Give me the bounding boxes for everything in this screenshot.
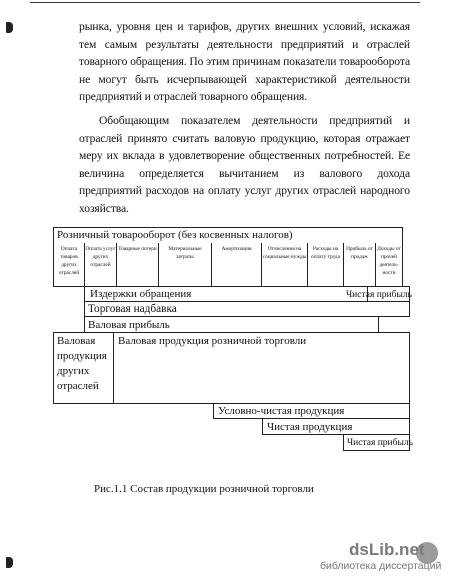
col-other-goods: Оплата товаров других отраслей: [54, 243, 85, 286]
col-labor: Расходы на оплату труда: [308, 243, 344, 286]
col-material-costs: Материальные затраты: [159, 243, 212, 286]
margin-mark: [6, 557, 13, 568]
figure-caption: Рис.1.1 Состав продукции розничной торговли: [94, 483, 314, 495]
net-product-label: Чистая продукция: [267, 421, 353, 433]
top-rule: [30, 2, 420, 3]
trade-markup-label: Торговая надбавка: [88, 303, 177, 315]
paragraph-2: Обобщающим показателем деятельности предприятий и отраслей принято считать валовую продукцию, которая отражает меру их вклада в удовлетворение общественных потребностей. Ее величина определяется вычитанием из валового дохода предприятий расходов на оплату услуг других отраслей народного хозяйства.: [79, 114, 410, 215]
col-goods-losses: Товарные потери: [117, 243, 159, 286]
net-profit-right-label: Чистая прибыль: [346, 290, 412, 300]
col-other-income: Доходы от прочей деятель-ности: [377, 246, 401, 276]
costs-label: Издержки обращения: [90, 288, 192, 300]
col-other-services: Оплата услуг других отраслей: [85, 243, 117, 286]
col-sales-profit: Прибыль от продаж: [344, 243, 376, 286]
gross-retail-label: Валовая продукция розничной торговли: [118, 335, 307, 347]
gross-profit-label: Валовая прибыль: [88, 319, 170, 331]
col-social: Отчисления на социальные нужды: [262, 243, 308, 286]
watermark-subtitle: библиотека диссертаций: [320, 560, 442, 572]
col-depreciation: Амортизация: [212, 243, 262, 286]
watermark-logo: dsLib.net: [349, 540, 425, 559]
retail-turnover-label: Розничный товарооборот (без косвенных налогов): [57, 229, 293, 241]
gross-other-label: Валовая продукция других отраслей: [57, 335, 107, 392]
net-profit-bottom-label: Чистая прибыль: [347, 438, 413, 448]
paragraph-1: рынка, уровня цен и тарифов, других внешних условий, искажая тем самым результаты деятельности предприятий и отраслей товарного обращения. По этим причинам показатели товарооборота не могут быть исчерпывающей характеристикой деятельности предприятий и отраслей товарного обращения.: [79, 20, 410, 103]
margin-mark: [6, 22, 13, 33]
conditional-net-label: Условно-чистая продукция: [218, 405, 345, 417]
